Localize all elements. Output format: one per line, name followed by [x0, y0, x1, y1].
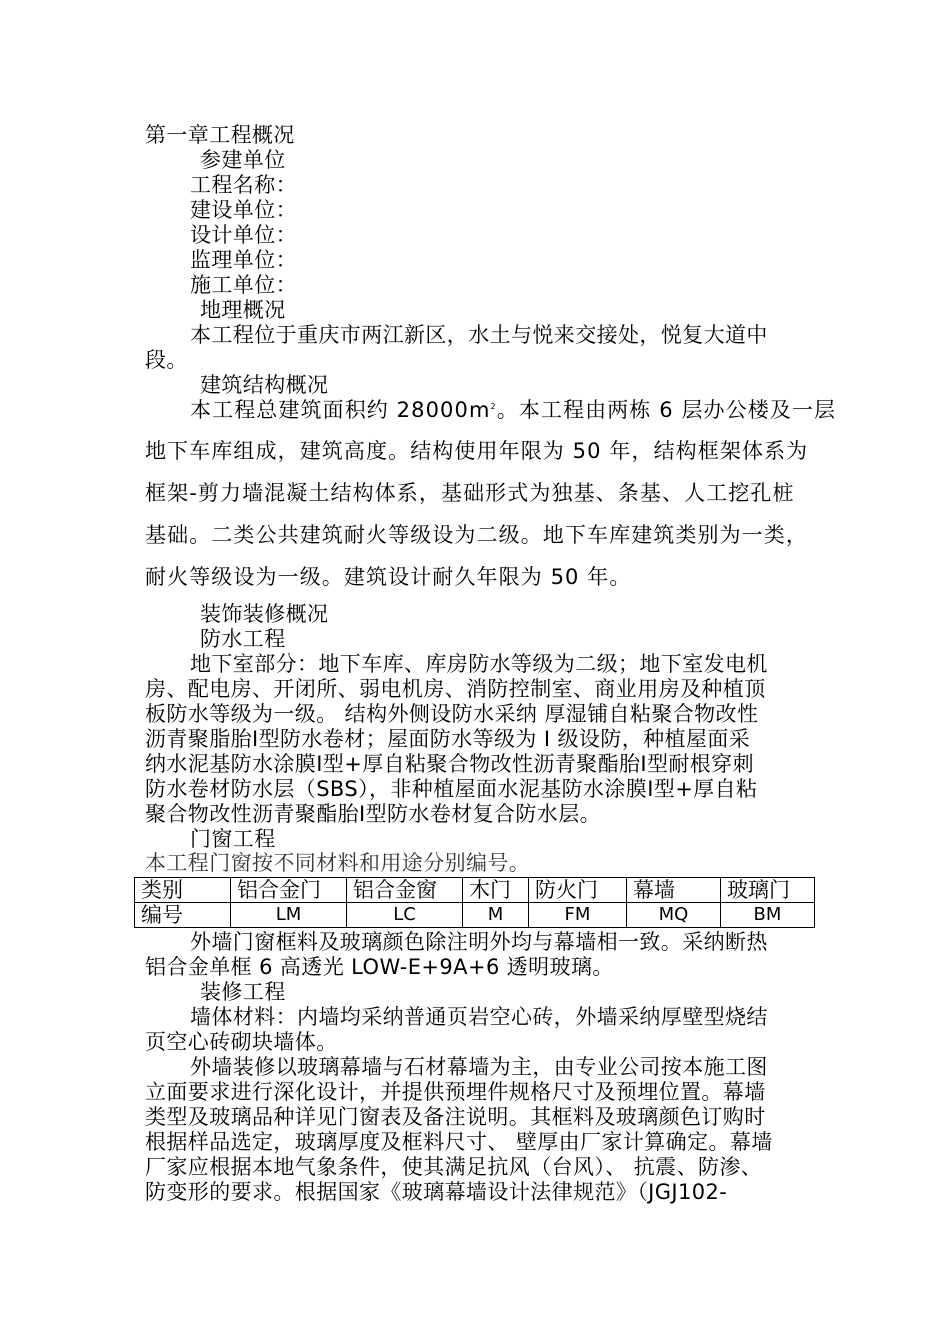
finishing-text-line: 外墙装修以玻璃幕墙与石材幕墙为主，由专业公司按本施工图	[190, 1055, 768, 1079]
waterproof-text-line: 房、配电房、开闭所、弱电机房、消防控制室、商业用房及种植顶	[145, 677, 766, 701]
geography-text-line: 段。	[145, 348, 188, 372]
table-row	[135, 903, 815, 928]
finishing-text-line: 根据样品选定，玻璃厚度及框料尺寸、 壁厚由厂家计算确定。幕墙	[145, 1130, 773, 1154]
area-text-tail: 。本工程由两栋 6 层办公楼及一层	[496, 398, 837, 422]
table-cell: BM	[721, 903, 815, 928]
doors-text-line: 铝合金单框 6 高透光 LOW-E+9A+6 透明玻璃。	[145, 955, 614, 979]
waterproof-text-line: 板防水等级为一级。 结构外侧设防水采纳 厚湿铺自粘聚合物改性	[145, 702, 759, 726]
table-header-cell: 木门	[463, 878, 529, 903]
table-header-cell: 类别	[135, 878, 231, 903]
designer-label: 设计单位：	[190, 223, 297, 247]
finishing-text-line: 墙体材料：内墙均采纳普通页岩空心砖，外墙采纳厚壁型烧结	[190, 1005, 768, 1029]
finishing-text-line: 防变形的要求。根据国家《玻璃幕墙设计法律规范》（JGJ102-	[145, 1180, 728, 1204]
table-cell: MQ	[627, 903, 721, 928]
structure-heading: 建筑结构概况	[200, 373, 329, 397]
finishing-text-line: 类型及玻璃品种详见门窗表及备注说明。其框料及玻璃颜色订购时	[145, 1105, 766, 1129]
area-text: 本工程总建筑面积约 28000m	[190, 398, 491, 422]
waterproof-text-line: 纳水泥基防水涂膜Ⅰ型+厚自粘聚合物改性沥青聚酯胎Ⅰ型耐根穿刺	[145, 752, 754, 776]
structure-text-line: 框架-剪力墙混凝土结构体系，基础形式为独基、条基、人工挖孔桩	[145, 481, 795, 505]
geography-heading: 地理概况	[200, 298, 286, 322]
waterproof-text-line: 地下室部分：地下车库、库房防水等级为二级；地下室发电机	[190, 652, 768, 676]
structure-text-line: 耐火等级设为一级。建筑设计耐久年限为 50 年。	[145, 565, 632, 589]
table-header-row	[135, 878, 815, 903]
participants-heading: 参建单位	[200, 148, 286, 172]
finishing-text-line: 厂家应根据本地气象条件，使其满足抗风（台风）、 抗震、防渗、	[145, 1155, 763, 1179]
geography-text-line: 本工程位于重庆市两江新区，水土与悦来交接处，悦复大道中	[190, 323, 768, 347]
doors-text-line: 外墙门窗框料及玻璃颜色除注明外均与幕墙相一致。采纳断热	[190, 930, 768, 954]
waterproof-heading: 防水工程	[200, 627, 286, 651]
table-header-cell: 幕墙	[627, 878, 721, 903]
table-header-cell: 玻璃门	[721, 878, 815, 903]
table-cell: LC	[347, 903, 463, 928]
table-header-cell: 铝合金窗	[347, 878, 463, 903]
doors-intro: 本工程门窗按不同材料和用途分别编号。	[145, 851, 531, 875]
door-window-table	[134, 877, 815, 928]
structure-text-line	[190, 398, 860, 423]
table-header-cell: 铝合金门	[231, 878, 347, 903]
table-cell: LM	[231, 903, 347, 928]
structure-text-line: 基础。二类公共建筑耐火等级设为二级。地下车库建筑类别为一类，	[145, 523, 808, 547]
waterproof-text-line: 沥青聚脂胎Ⅰ型防水卷材；屋面防水等级为 Ⅰ 级设防，种植屋面采	[145, 727, 751, 751]
doors-heading: 门窗工程	[190, 827, 276, 851]
chapter-title: 第一章工程概况	[145, 123, 295, 147]
waterproof-text-line: 聚合物改性沥青聚酯胎Ⅰ型防水卷材复合防水层。	[145, 802, 601, 826]
project-name-label: 工程名称：	[190, 173, 297, 197]
structure-text-line: 地下车库组成，建筑高度。结构使用年限为 50 年，结构框架体系为	[145, 439, 809, 463]
builder-label: 建设单位：	[190, 198, 297, 222]
table-header-cell: 防火门	[529, 878, 627, 903]
decoration-heading: 装饰装修概况	[200, 602, 329, 626]
area-unit-superscript: 2	[490, 402, 497, 411]
table-cell: M	[463, 903, 529, 928]
supervisor-label: 监理单位：	[190, 248, 297, 272]
contractor-label: 施工单位：	[190, 273, 297, 297]
waterproof-text-line: 防水卷材防水层（SBS），非种植屋面水泥基防水涂膜Ⅰ型+厚自粘	[145, 777, 758, 801]
finishing-text-line: 立面要求进行深化设计，并提供预埋件规格尺寸及预埋位置。幕墙	[145, 1080, 766, 1104]
table-cell: 编号	[135, 903, 231, 928]
finishing-text-line: 页空心砖砌块墙体。	[145, 1030, 338, 1054]
finishing-heading: 装修工程	[200, 980, 286, 1004]
table-cell: FM	[529, 903, 627, 928]
